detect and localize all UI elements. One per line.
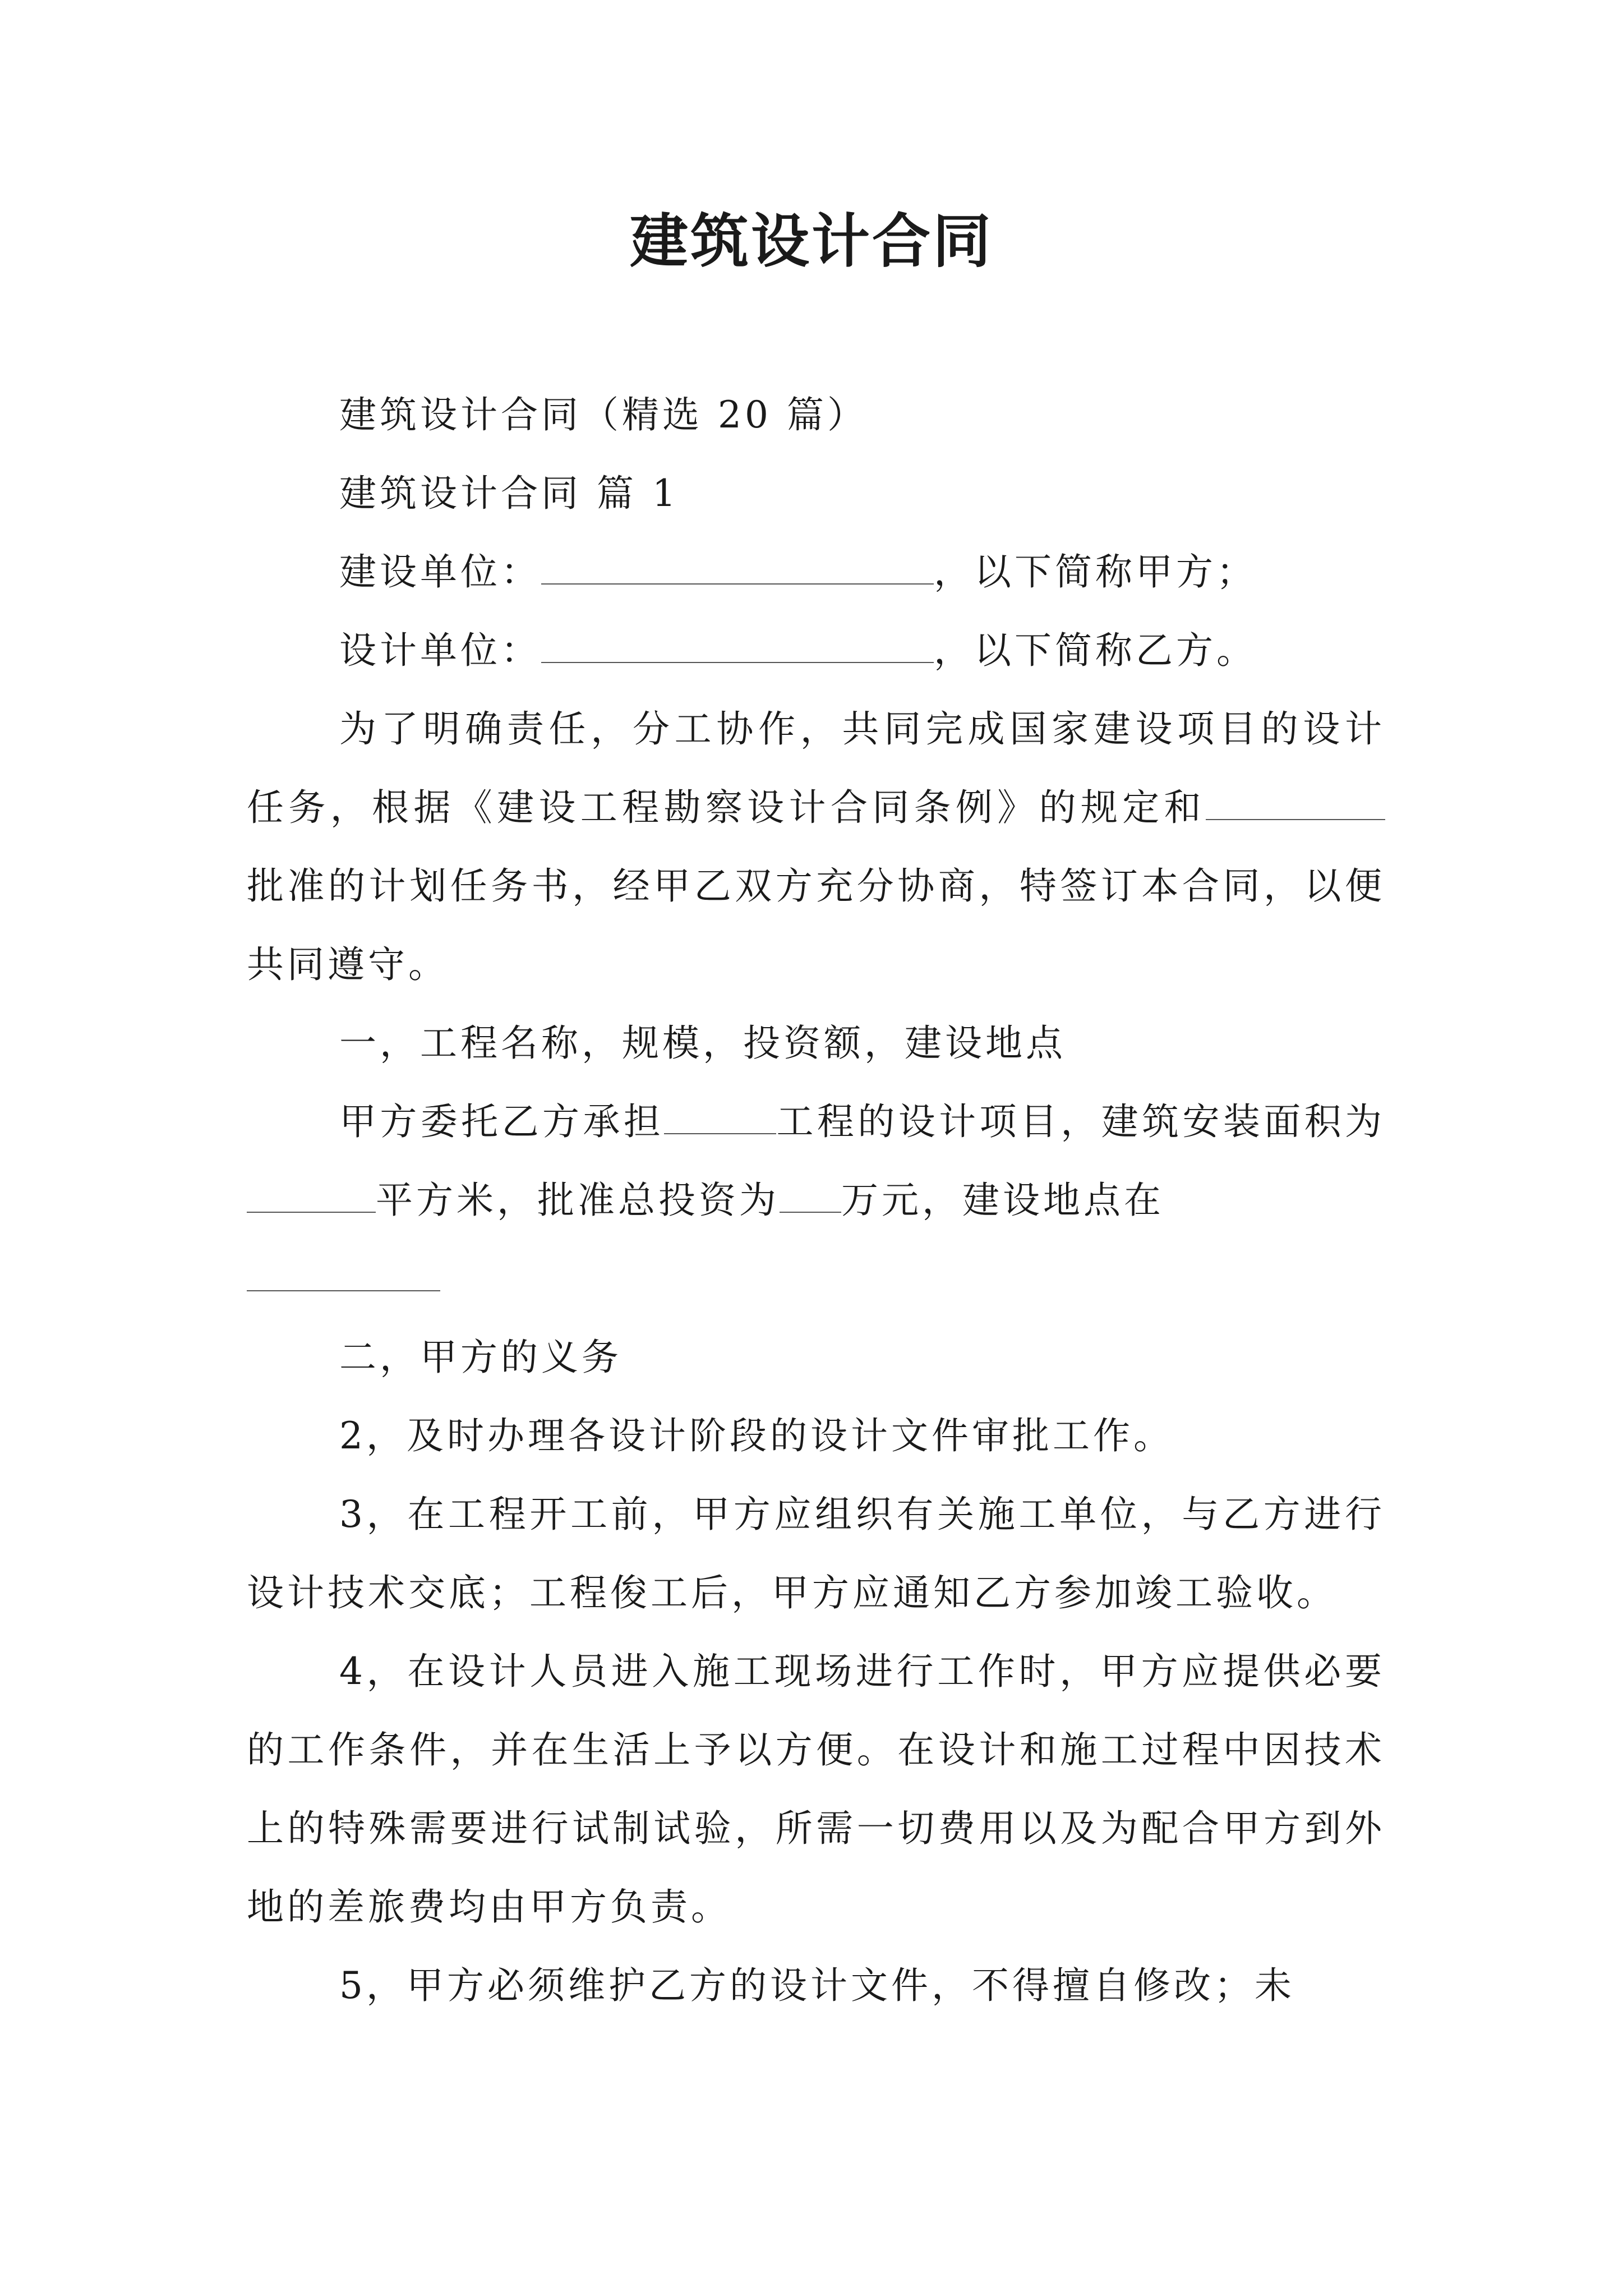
section-heading: 建筑设计合同 篇 1	[339, 472, 679, 515]
party-a-blank	[541, 554, 934, 585]
investment-blank	[780, 1182, 841, 1213]
party-b-line	[247, 611, 1385, 690]
party-b-blank	[541, 633, 934, 663]
party-b-label: 设计单位：	[339, 629, 541, 672]
party-b-suffix: ，以下简称乙方。	[934, 629, 1257, 672]
intro-part2: 批准的计划任务书，经甲乙双方充分协商，特签订本合同，以便共同遵守。	[247, 864, 1385, 986]
location-blank	[247, 1261, 440, 1291]
item-3: 3，在工程开工前，甲方应组织有关施工单位，与乙方进行设计技术交底；工程俊工后，甲方应通知乙方参加竣工验收。	[247, 1493, 1385, 1614]
article1-part1: 甲方委托乙方承担	[339, 1100, 665, 1143]
project-name-blank	[664, 1104, 776, 1134]
intro-paragraph	[247, 690, 1385, 1004]
article1-paragraph	[247, 1083, 1385, 1240]
article1-heading: 一，工程名称，规模，投资额，建设地点	[339, 1022, 1066, 1065]
article1-part4: 万元，建设地点在	[841, 1179, 1164, 1222]
item-4: 4，在设计人员进入施工现场进行工作时，甲方应提供必要的工作条件，并在生活上予以方便。在设计和施工过程中因技术上的特殊需要进行试制试验，所需一切费用以及为配合甲方到外地的差旅费均由甲方负责。	[247, 1650, 1385, 1929]
intro-part1: 为了明确责任，分工协作，共同完成国家建设项目的设计任务，根据《建设工程勘察设计合同条例》的规定和	[247, 707, 1385, 829]
party-a-label: 建设单位：	[339, 550, 541, 593]
party-a-line	[247, 533, 1385, 611]
article1-part2: 工程的设计项目，建筑安装面积为	[776, 1100, 1386, 1143]
location-line	[247, 1240, 1385, 1318]
article1-part3: 平方米，批准总投资为	[376, 1179, 780, 1222]
article2-heading: 二，甲方的义务	[339, 1336, 622, 1379]
item-2: 2，及时办理各设计阶段的设计文件审批工作。	[339, 1414, 1174, 1457]
area-blank	[247, 1182, 376, 1213]
party-a-suffix: ，以下简称甲方；	[934, 550, 1257, 593]
intro-blank	[1206, 790, 1385, 820]
document-body	[247, 376, 1385, 2025]
item-5: 5，甲方必须维护乙方的设计文件，不得擅自修改；未	[339, 1964, 1295, 2007]
subtitle: 建筑设计合同（精选 20 篇）	[339, 393, 868, 436]
document-title: 建筑设计合同	[629, 206, 993, 275]
